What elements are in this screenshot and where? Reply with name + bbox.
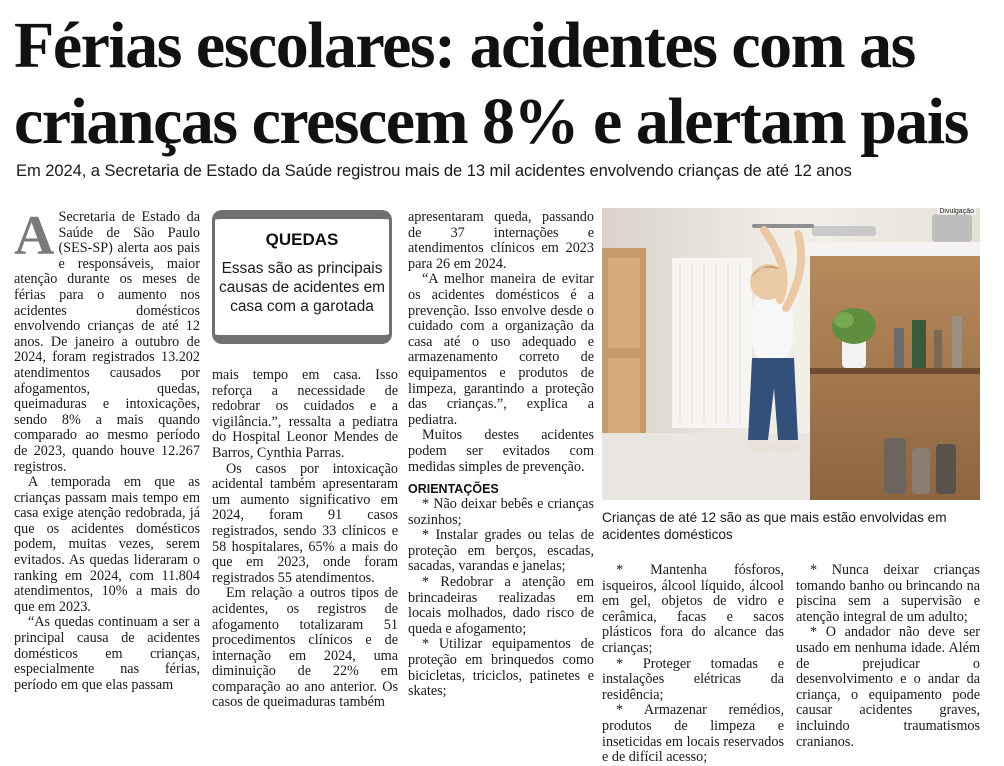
list-item: * Instalar grades ou telas de proteção em berços, escadas, sacadas, varandas e janelas; — [408, 527, 594, 575]
paragraph: Em relação a outros tipos de acidentes, os registros de afogamento totalizaram 51 procedimentos clínicos e de internação em 2024, uma diminuição de 22% em comparação ao ano anterior. Os casos de queimaduras também — [212, 585, 398, 711]
list-item: * Redobrar a atenção em brincadeiras realizadas em locais molhados, dado risco de queda e afogamento; — [408, 574, 594, 637]
article-column-1 — [14, 205, 200, 693]
photo-illustration — [602, 208, 980, 500]
photo-counter — [804, 242, 980, 256]
paragraph: mais tempo em casa. Isso reforça a necessidade de redobrar os cuidados e a vigilância.”, ressalta a pediatra do Hospital Leonor Mendes de Barros, Cynthia Parras. — [212, 367, 398, 461]
paragraph: apresentaram queda, passando de 37 internações e atendimentos clínicos em 2023 para 26 em 2024. — [408, 209, 594, 272]
callout-box — [212, 210, 392, 344]
photo-pan — [812, 226, 876, 236]
list-item: * Armazenar remédios, produtos de limpeza e inseticidas em locais reservados e de difícil acesso; — [602, 702, 784, 766]
list-item: * Proteger tomadas e instalações elétricas da residência; — [602, 655, 784, 703]
list-item: * Não deixar bebês e crianças sozinhos; — [408, 496, 594, 528]
list-item: * O andador não deve ser usado em nenhuma idade. Além de prejudicar o desenvolvimento e o andar da criança, o equipamento pode causar acidentes graves, incluindo traumatismos cranianos. — [796, 624, 980, 750]
callout-text: Essas são as principais causas de acidentes em casa com a garotada — [219, 260, 385, 315]
paragraph: “As quedas continuam a ser a principal causa de acidentes domésticos em crianças, especialmente nas férias, período em que elas passam — [14, 614, 200, 693]
article-column-5 — [796, 563, 980, 750]
article-column-3 — [408, 210, 594, 700]
photo-caption: Crianças de até 12 são as que mais estão envolvidas em acidentes domésticos — [602, 510, 947, 542]
list-item: * Utilizar equipamentos de proteção em brinquedos como bicicletas, triciclos, patinetes e skates; — [408, 636, 594, 700]
drop-cap: A — [14, 205, 55, 267]
paragraph — [14, 205, 200, 475]
article-photo — [602, 208, 980, 500]
list-item: * Nunca deixar crianças tomando banho ou brincando na piscina sem a supervisão e atenção integral de um adulto; — [796, 562, 980, 625]
list-item: * Mantenha fósforos, isqueiros, álcool líquido, álcool em gel, objetos de vidro e cerâmica, facas e sacos plásticos fora do alcance das crianças; — [602, 562, 784, 656]
article-column-4 — [602, 563, 784, 766]
headline — [14, 8, 994, 160]
article-column-2 — [212, 368, 398, 711]
paragraph: Muitos destes acidentes podem ser evitados com medidas simples de prevenção. — [408, 427, 594, 475]
headline-line-2: crianças crescem 8% e alertam pais — [14, 85, 968, 158]
subtitle: Em 2024, a Secretaria de Estado da Saúde registrou mais de 13 mil acidentes envolvendo crianças de até 12 anos — [16, 161, 852, 180]
callout-title: QUEDAS — [265, 230, 339, 249]
photo-credit: Divulgação — [939, 208, 974, 215]
headline-line-1: Férias escolares: acidentes com as — [14, 9, 915, 82]
section-heading: ORIENTAÇÕES — [408, 482, 499, 497]
paragraph: A temporada em que as crianças passam mais tempo em casa exige atenção redobrada, já que os acidentes domésticos podem, muitas vezes, serem evitados. As quedas lideraram o ranking em 2024, com 11.804 atendimentos, 10% a mais do que em 2023. — [14, 474, 200, 615]
paragraph: Os casos por intoxicação acidental também apresentaram um aumento significativo em 2024, foram 91 casos registrados, sendo 33 clínicos e 58 hospitalares, 65% a mais do que em 2023, onde foram registrados 55 atendimentos. — [212, 460, 398, 586]
paragraph-text: Secretaria de Estado da Saúde de São Paulo (SES-SP) alerta aos pais e responsáveis, maior atenção durante os meses de férias para o aumento nos acidentes domésticos envolvendo crianças de até 12 anos. De janeiro a outubro de 2024, foram registrados 13.202 atendimentos causados por afogamentos, quedas, queimaduras e intoxicações, sendo 8% a mais quando comparado ao mesmo período de 2023, quando houve 12.267 registros. — [14, 209, 200, 475]
paragraph: “A melhor maneira de evitar os acidentes domésticos é a prevenção. Isso envolve desde o cuidado com a organização da casa até o uso adequado e armazenamento correto de equipamentos e produtos de limpeza, garantindo a proteção das crianças.”, explica a pediatra. — [408, 271, 594, 428]
